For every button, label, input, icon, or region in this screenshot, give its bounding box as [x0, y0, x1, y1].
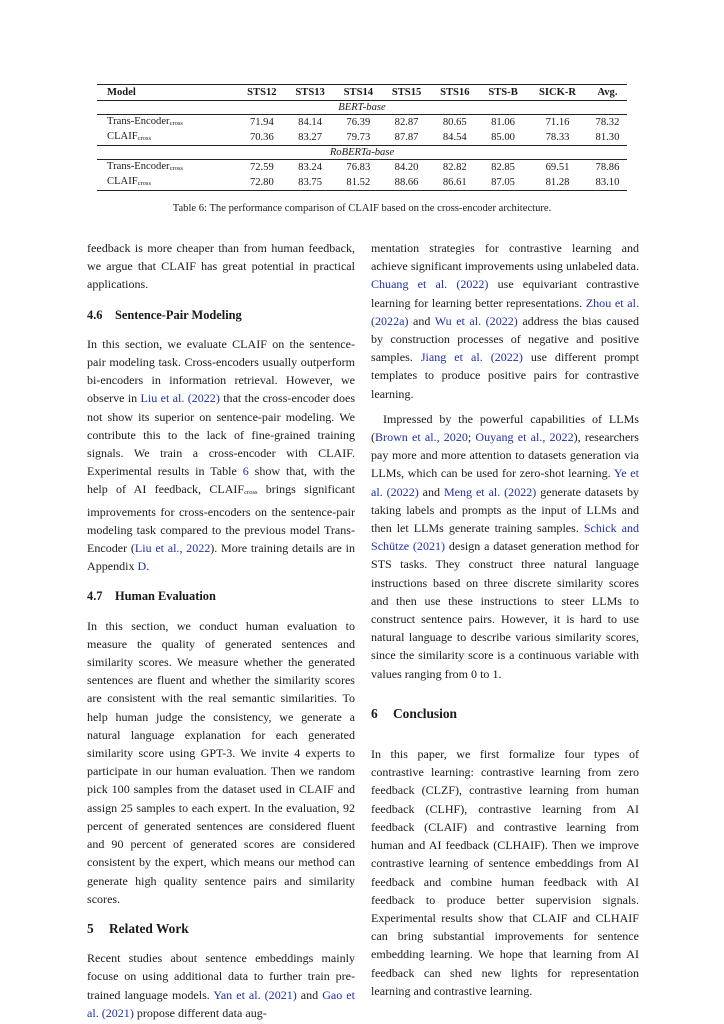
section-4-7-paragraph: In this section, we conduct human evaluation to measure the quality of generated sentences and similarity scores. We measure whether the generated sentences are fluent and whether the similarity scores are consistent with the real semantic similarities. To help human judge the consistency, we generate a natural language explanation for each generated similarity score using GPT-3. We invite 4 experts to participate in our human evaluation. Then we random pick 100 samples from the dataset used in CLAIF and assign 25 samples to each expert. In the evaluation, 92 percent of generated sentences are considered fluent and 90 percent of generated scores are considered consistent by the expert, which means our method can generate high quality sentence pairs and similarity scores.	[87, 618, 355, 906]
section-title: Sentence-Pair Modeling	[115, 307, 242, 322]
value-cell: 81.30	[595, 132, 620, 143]
section-number: 4.7	[87, 589, 103, 604]
value-cell: 87.05	[479, 175, 527, 191]
value-cell: 76.39	[346, 117, 371, 128]
citation-link[interactable]: Yan et al. (2021)	[213, 987, 297, 1002]
model-name: CLAIF	[107, 131, 138, 142]
table-row	[97, 175, 627, 191]
body-text: Impressed by the powerful capabilities of LLMs (	[371, 411, 639, 445]
group-label: BERT-base	[97, 101, 627, 115]
value-cell: 81.52	[334, 175, 382, 191]
table-ref-link[interactable]: 6	[242, 464, 249, 479]
body-text: .	[146, 559, 150, 574]
group-row	[97, 146, 627, 160]
citation-link[interactable]: Liu et al., 2022	[134, 541, 211, 556]
section-4-6-heading	[87, 306, 355, 324]
body-text: In this section, we evaluate CLAIF on the sentence-pair modeling task. Cross-encoders usually outperform bi-encoders in information retrieval. However, we observe in	[87, 336, 355, 406]
citation-link[interactable]: Schick and Schütze (2021)	[371, 521, 639, 554]
results-table	[97, 84, 627, 191]
table-header-row	[97, 85, 627, 101]
value-cell: 83.27	[298, 132, 323, 143]
value-cell: 82.85	[491, 162, 515, 173]
conclusion-paragraph: In this paper, we first formalize four types of contrastive learning: contrastive learning from zero feedback (CLZF), contrastive learning from human feedback (CLHF), contrastive learning from AI feedback (CLAIF) and contrastive learning from human and AI feedback (CLHAIF). Then we improve contrastive learning of sentence embeddings from AI feedback and combine human feedback with AI feedback to produce better supervision signals. Experimental results show that CLAIF and CLHAIF can bring substantial improvements for sentence embedding learning. We hope that learning from AI feedback can shed new lights for representation learning and contrastive learning.	[371, 747, 639, 998]
body-text: generate datasets by taking labels and prompts as the input of LLMs and then let LLMs generate training samples.	[371, 484, 639, 536]
section-5-heading	[87, 920, 355, 938]
body-text: ). More training details are in Appendix	[87, 541, 355, 574]
section-4-7-heading	[87, 587, 355, 605]
value-cell: 81.28	[527, 175, 588, 191]
value-cell: 86.61	[431, 175, 479, 191]
body-text: and	[418, 484, 444, 499]
value-cell: 83.24	[298, 162, 323, 173]
model-subscript: cross	[169, 165, 183, 172]
citation-link[interactable]: Meng et al. (2022)	[443, 484, 537, 499]
header-sts12: STS12	[238, 85, 286, 101]
section-number: 4.6	[87, 307, 103, 322]
header-sts14: STS14	[334, 85, 382, 101]
body-text: that the cross-encoder does not show its superior on sentence-pair modeling. We contribute this to the lack of fine-grained training signals. We train a cross-encoder with CLAIF. Experimental results in Table	[87, 391, 356, 479]
table-row	[97, 115, 627, 131]
header-sts16: STS16	[431, 85, 479, 101]
citation-link[interactable]: Jiang et al. (2022)	[420, 350, 523, 365]
citation-link[interactable]: Gao et al. (2021)	[87, 987, 356, 1020]
left-column	[87, 239, 355, 1022]
related-work-paragraph-1	[371, 239, 639, 403]
appendix-ref-link[interactable]: D	[137, 559, 147, 574]
value-cell: 83.75	[286, 175, 334, 191]
model-cell	[97, 115, 238, 131]
value-cell: 82.87	[394, 117, 419, 128]
value-cell: 72.59	[249, 162, 274, 173]
header-sickr: SICK-R	[527, 85, 588, 101]
value-cell: 80.65	[442, 117, 467, 128]
value-cell: 84.20	[394, 162, 419, 173]
citation-link[interactable]: Liu et al. (2022)	[140, 391, 220, 406]
value-cell: 78.86	[595, 162, 620, 173]
value-cell: 83.10	[588, 175, 627, 191]
model-name: Trans-Encoder	[107, 161, 170, 172]
section-number: 5	[87, 920, 94, 936]
value-cell: 78.33	[545, 132, 570, 143]
right-column	[371, 239, 639, 1000]
header-stsb: STS-B	[479, 85, 527, 101]
body-text: ;	[467, 430, 476, 445]
section-title: Conclusion	[393, 705, 457, 721]
subscript: cross	[244, 489, 258, 497]
citation-link[interactable]: Ouyang et al., 2022	[475, 430, 574, 445]
body-text: ), researchers pay more and more attention to datasets generation via LLMs, which can be used for zero-shot learning.	[371, 430, 639, 481]
citation-link[interactable]: Zhou et al. (2022a)	[371, 295, 640, 328]
citation-link[interactable]: Chuang et al. (2022)	[371, 277, 489, 292]
model-name: CLAIF	[107, 176, 138, 187]
related-work-paragraph-2	[371, 410, 639, 683]
body-text: mentation strategies for contrastive learning and achieve significant improvements using unlabeled data.	[371, 241, 639, 274]
section-title: Related Work	[109, 920, 189, 936]
value-cell: 69.51	[545, 162, 570, 173]
section-6-heading	[371, 705, 639, 723]
model-name: Trans-Encoder	[107, 116, 170, 127]
value-cell: 71.94	[249, 117, 274, 128]
value-cell: 82.82	[442, 162, 467, 173]
body-text: show that, with the help of AI feedback, CLAIF	[87, 464, 355, 497]
table-caption: Table 6: The performance comparison of CLAIF based on the cross-encoder architecture.	[172, 203, 552, 214]
body-text: and	[296, 987, 323, 1002]
value-cell: 85.00	[491, 132, 515, 143]
body-text: Recent studies about sentence embeddings mainly focuse on using additional data to further train pre-trained language models.	[87, 951, 355, 1002]
body-text: propose different data aug-	[133, 1005, 267, 1020]
value-cell: 84.14	[298, 117, 323, 128]
model-subscript: cross	[137, 180, 151, 187]
body-text: use different prompt templates to produce positive pairs for contrastive learning.	[371, 350, 639, 401]
citation-link[interactable]: Ye et al. (2022)	[371, 466, 639, 499]
body-text: address the bias caused by construction processes of negative and positive samples.	[371, 313, 639, 365]
value-cell: 84.54	[442, 132, 467, 143]
citation-link[interactable]: Brown et al., 2020	[375, 430, 468, 445]
body-text: use equivariant contrastive learning for learning better representations.	[371, 277, 640, 310]
intro-paragraph: feedback is more cheaper than from human feedback, we argue that CLAIF has great potential in practical applications.	[87, 241, 355, 292]
header-sts13: STS13	[286, 85, 334, 101]
value-cell: 81.06	[491, 117, 515, 128]
section-number: 6	[371, 705, 378, 721]
header-sts15: STS15	[382, 85, 430, 101]
body-text: design a dataset generation method for STS tasks. They construct three natural language instructions based on three discrete similarity scores and then use these instructions to steer LLMs to construct sentence pairs. However, it is hard to use natural language to describe various similarity scores, since the similarity score is a continuous variable with values ranging from 0 to 1.	[371, 539, 640, 681]
table-row	[97, 130, 627, 146]
header-model: Model	[97, 85, 238, 101]
value-cell: 71.16	[545, 117, 570, 128]
value-cell: 76.83	[346, 162, 371, 173]
value-cell: 70.36	[249, 132, 274, 143]
body-text: brings significant improvements for cross-encoders on the sentence-pair modeling task compared to the previous model Trans-Encoder (	[87, 482, 355, 556]
header-avg: Avg.	[588, 85, 627, 101]
model-cell	[97, 175, 238, 191]
group-label: RoBERTa-base	[97, 146, 627, 160]
section-4-6-paragraph	[87, 335, 355, 576]
table-row	[97, 160, 627, 176]
model-cell	[97, 130, 238, 146]
value-cell: 87.87	[394, 132, 419, 143]
value-cell: 88.66	[382, 175, 430, 191]
value-cell: 78.32	[595, 117, 620, 128]
value-cell: 79.73	[346, 132, 371, 143]
group-row	[97, 101, 627, 115]
model-cell	[97, 160, 238, 176]
model-subscript: cross	[137, 135, 151, 142]
results-table-container	[97, 84, 627, 191]
body-text: and	[408, 313, 435, 328]
section-5-paragraph	[87, 949, 355, 1022]
citation-link[interactable]: Wu et al. (2022)	[434, 313, 518, 328]
value-cell: 72.80	[238, 175, 286, 191]
model-subscript: cross	[169, 120, 183, 127]
section-title: Human Evaluation	[115, 589, 216, 604]
